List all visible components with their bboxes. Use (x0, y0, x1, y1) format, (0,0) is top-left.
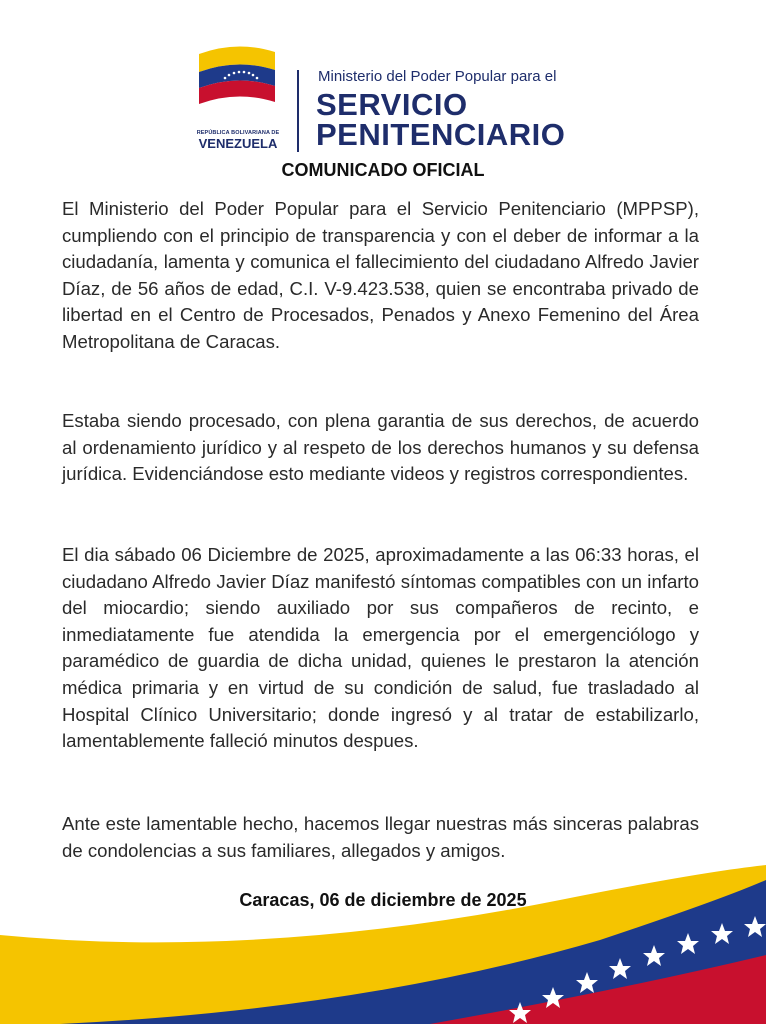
header-divider (297, 70, 299, 152)
service-title (316, 87, 566, 152)
paragraph-1: El Ministerio del Poder Popular para el Servicio Penitenciario (MPPSP), cumpliendo con el principio de transparencia y con el deber de informar a la ciudadanía, lamenta y comunica el fallecimiento del ciudadano Alfredo Javier Díaz, de 56 años de edad, C.I. V-9.423.538, quien se encontraba privado de libertad en el Centro de Procesados, Penados y Anexo Femenino del Área Metropolitana de Caracas. (62, 198, 699, 352)
republic-label: REPÚBLICA BOLIVARIANA DE (196, 130, 280, 136)
country-label: VENEZUELA (198, 136, 278, 151)
service-title-line1: SERVICIO (316, 87, 468, 122)
service-title-line2: PENITENCIARIO (316, 117, 566, 152)
paragraph-4: Ante este lamentable hecho, hacemos llegar nuestras más sinceras palabras de condolencias a sus familiares, allegados y amigos. (62, 813, 699, 861)
venezuela-flag-logo (197, 40, 277, 110)
document-title: COMUNICADO OFICIAL (281, 160, 485, 180)
ministry-line: Ministerio del Poder Popular para el (318, 68, 557, 85)
paragraph-3: El dia sábado 06 Diciembre de 2025, aproximadamente a las 06:33 horas, el ciudadano Alfredo Javier Díaz manifestó síntomas compatibles con un infarto del miocardio; siendo auxiliado por sus compañeros de recinto, e inmediatamente fue atendida la emergencia por el emergenciólogo y paramédico de guardia de dicha unidad, quienes le prestaron la atención médica primaria y en virtud de su condición de salud, fue trasladado al Hospital Clínico Universitario; donde ingresó y al tratar de estabilizarlo, lamentablemente falleció minutos despues. (62, 544, 699, 752)
paragraph-2: Estaba siendo procesado, con plena garantia de sus derechos, de acuerdo al ordenamiento jurídico y al respeto de los derechos humanos y su defensa jurídica. Evidenciándose esto mediante videos y registros correspondientes. (62, 410, 699, 485)
signoff-text: Caracas, 06 de diciembre de 2025 (239, 890, 527, 910)
letterhead (0, 30, 766, 152)
flag-ribbon-footer (0, 860, 766, 1024)
